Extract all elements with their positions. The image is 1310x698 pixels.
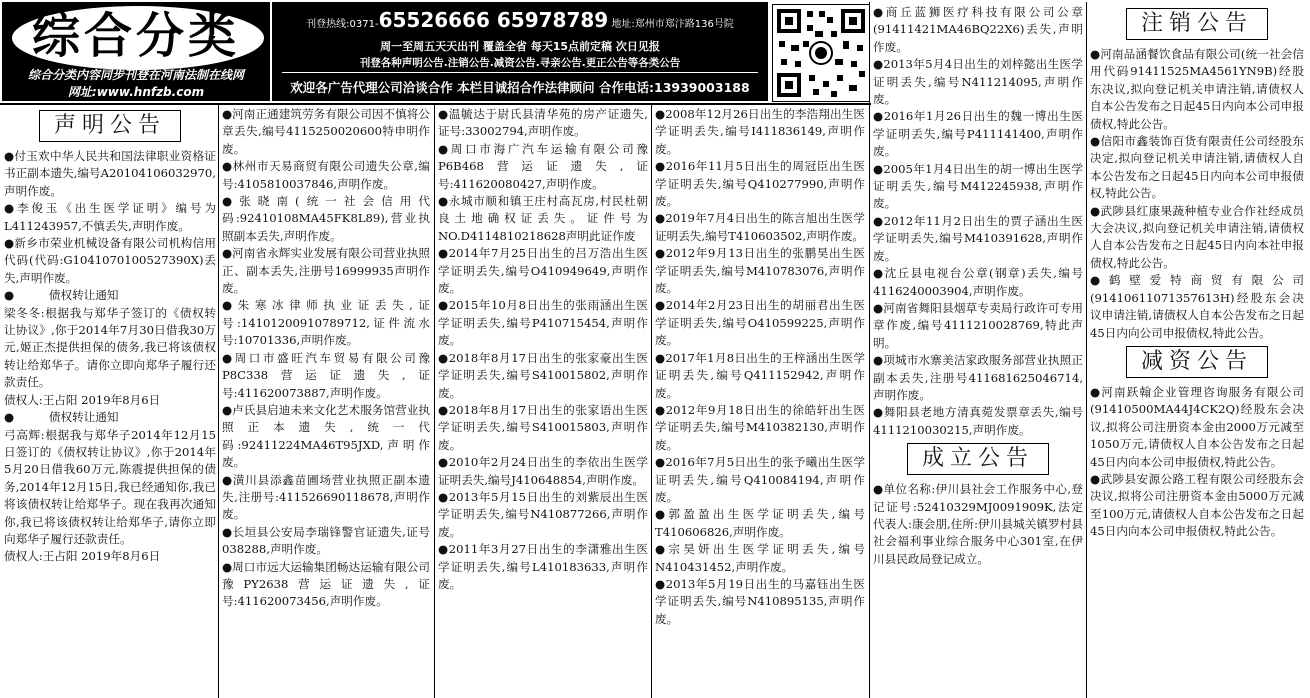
notice-item: ●2013年5月15日出生的刘紫辰出生医学证明丢失,编号N410877266,声明作废。 bbox=[438, 489, 648, 539]
notice-item: ●商丘蓝狮医疗科技有限公司公章(91411421MA46BQ22X6)丢失,声明作废。 bbox=[873, 5, 1083, 54]
notice-item: ●永城市顺和镇王庄村高瓦房,村民杜朝良土地确权证丢失。证件号为NO.D4114810218628声明此证作废 bbox=[438, 194, 648, 243]
notice-item: ●2014年2月23日出生的胡丽君出生医学证明丢失,编号O410599225,声明作废。 bbox=[655, 298, 865, 348]
col6-list bbox=[1090, 46, 1304, 342]
notice-item: ●宗昊妍出生医学证明丢失,编号N410431452,声明作废。 bbox=[655, 542, 865, 574]
hotline-line bbox=[272, 8, 768, 32]
notice-item: ●付玉欢中华人民共和国法律职业资格证书正副本遗失,编号A20104106032970,声明作废。 bbox=[4, 149, 216, 198]
column-2 bbox=[222, 106, 430, 698]
notice-item: ●张晓南(统一社会信用代码:92410108MA45FK8L89),营业执照副本丢失,声明作废。 bbox=[222, 194, 430, 243]
logo-subtitle: 综合分类内容同步刊登在河南法制在线网 bbox=[27, 68, 244, 82]
notice-item: ●项城市水寨美洁家政服务部营业执照正副本丢失,注册号411681625046714,声明作废。 bbox=[873, 353, 1083, 402]
col3-list bbox=[438, 106, 648, 593]
logo-block bbox=[2, 2, 270, 101]
notice-item: ●周口市远大运输集团畅达运输有限公司豫PY2638营运证遗失,证号:411620073456,声明作废。 bbox=[222, 559, 430, 609]
notice-item: ●2005年1月4日出生的胡一博出生医学证明丢失,编号M412245938,声明作废。 bbox=[873, 161, 1083, 211]
header-rule bbox=[0, 103, 871, 105]
notice-item: ●河南省舞阳县烟草专卖局行政许可专用章作废,编号4111210028769,特此声明。 bbox=[873, 300, 1083, 350]
notice-item: 债权人:王占阳 2019年8月6日 bbox=[4, 392, 161, 407]
notice-item: ●2012年11月2日出生的贾子涵出生医学证明丢失,编号M410391628,声明作废。 bbox=[873, 213, 1083, 263]
notice-item: ●2014年7月25日出生的吕万浩出生医学证明丢失,编号O410949649,声明作废。 bbox=[438, 246, 648, 296]
notice-item: ●卢氏县启迪未来文化艺术服务馆营业执照正本遗失,统一代码:92411224MA46T95JXD,声明作废。 bbox=[222, 402, 430, 470]
notice-item: ●河南正通建筑劳务有限公司因不慎将公章丢失,编号4115250020600特申明作废。 bbox=[222, 107, 430, 156]
notice-item: ●2010年2月24日出生的李依出生医学证明丢失,编号J410648854,声明作废。 bbox=[438, 455, 648, 487]
notice-item: ●2018年8月17日出生的张家豪出生医学证明丢失,编号S410015802,声明作废。 bbox=[438, 350, 648, 400]
logo-title: 综合分类 bbox=[31, 8, 240, 64]
notice-item: 债权人:王占阳 2019年8月6日 bbox=[4, 549, 161, 564]
address: 地址:郑州市郑汴路136号院 bbox=[611, 19, 734, 30]
notice-item: ●朱寒冰律师执业证丢失,证号:14101200910789712,证件流水号:10701336,声明作废。 bbox=[222, 298, 430, 348]
section-title-jianzi: 减资公告 bbox=[1126, 346, 1268, 378]
notice-item: ● 债权转让通知 bbox=[4, 410, 119, 425]
column-rule bbox=[869, 2, 870, 698]
notice-item: ●2012年9月18日出生的徐皓轩出生医学证明丢失,编号M410382130,声明作废。 bbox=[655, 402, 865, 452]
services-line: 刊登各种声明公告.注销公告.减资公告.寻亲公告.更正公告等各类公告 bbox=[282, 55, 758, 73]
qr-code-icon bbox=[772, 4, 870, 102]
notice-item: ●2016年1月26日出生的魏一博出生医学证明丢失,编号P411141400,声明作废。 bbox=[873, 109, 1083, 159]
column-3 bbox=[438, 106, 648, 698]
notice-item: ●河南品涵餐饮食品有限公司(统一社会信用代码91411525MA4561YN9B)经股东决议,拟向登记机关申请注销,请债权人自本公告发布之日起45日内向本公司申报债权,特此公告。 bbox=[1090, 47, 1304, 131]
col6b-list bbox=[1090, 384, 1304, 541]
notice-item: ●舞阳县老地方清真菀发票章丢失,编号4111210030215,声明作废。 bbox=[873, 405, 1083, 437]
column-rule bbox=[651, 104, 652, 698]
column-rule bbox=[1086, 2, 1087, 698]
section-title-chengli: 成立公告 bbox=[907, 443, 1049, 475]
notice-item: ●武陟县安源公路工程有限公司经股东会决议,拟将公司注册资本金由5000万元减至100万元,请债权人自本公告发布之日起45日内向本公司申报债权,特此公告。 bbox=[1090, 471, 1304, 539]
notice-item: ●李俊玉《出生医学证明》编号为L411243957,不慎丢失,声明作废。 bbox=[4, 201, 216, 233]
notice-item: ●2017年1月8日出生的王梓涵出生医学证明丢失,编号Q411152942,声明作废。 bbox=[655, 350, 865, 400]
notice-item: ●2012年9月13日出生的张鹏昊出生医学证明丢失,编号M410783076,声明作废。 bbox=[655, 246, 865, 296]
notice-item: ●沈丘县电视台公章(钢章)丢失,编号4116240003904,声明作废。 bbox=[873, 266, 1083, 298]
column-rule bbox=[218, 104, 219, 698]
column-6 bbox=[1090, 4, 1304, 698]
hotline-label: 刊登热线:0371- bbox=[306, 19, 379, 30]
column-rule bbox=[434, 104, 435, 698]
notice-item: ●2018年8月17日出生的张家语出生医学证明丢失,编号S410015803,声明作废。 bbox=[438, 402, 648, 452]
column-4 bbox=[655, 106, 865, 698]
schedule-line: 周一至周五天天出刊 覆盖全省 每天15点前定稿 次日见报 bbox=[380, 40, 660, 53]
notice-item: ●温毓达于尉氏县清华苑的房产证遗失,证号:33002794,声明作废。 bbox=[438, 107, 648, 139]
col5b-list bbox=[873, 481, 1083, 568]
notice-item: ●2011年3月27日出生的李潇雅出生医学证明丢失,编号L410183633,声明作废。 bbox=[438, 542, 648, 591]
agency-line: 欢迎各广告代理公司洽谈合作 本栏目诚招合作法律顾问 合作电话:13939003188 bbox=[290, 80, 750, 95]
notice-item: ●长垣县公安局李瑞锋警官证遗失,证号038288,声明作废。 bbox=[222, 524, 430, 557]
notice-item: ●2008年12月26日出生的李浩翔出生医学证明丢失,编号I411836149,声明作废。 bbox=[655, 107, 865, 156]
notice-item: ●新乡市荣业机械设备有限公司机构信用代码(代码:G1041070100527390X)丢失,声明作废。 bbox=[4, 236, 216, 285]
col1-list bbox=[4, 148, 216, 566]
notice-item: ●河南省永辉实业发展有限公司营业执照正、副本丢失,注册号16999935声明作废。 bbox=[222, 246, 430, 296]
col2-list bbox=[222, 106, 430, 611]
notice-item: ●潢川县添鑫苗圃场营业执照正副本遗失,注册号:411526690118678,声明作废。 bbox=[222, 472, 430, 522]
section-title-zhuxiao: 注销公告 bbox=[1126, 8, 1268, 40]
notice-item: ●武陟县红康果蔬种植专业合作社经成员大会决议,拟向登记机关申请注销,请债权人自本公告发布之日起45日内向本社申报债权,特此公告。 bbox=[1090, 203, 1304, 270]
col4-list bbox=[655, 106, 865, 628]
section-title-shengming: 声明公告 bbox=[39, 110, 181, 142]
notice-item: ●2016年11月5日出生的周冠臣出生医学证明丢失,编号Q410277990,声明作废。 bbox=[655, 159, 865, 209]
notice-item: ● 债权转让通知 bbox=[4, 288, 119, 303]
notice-item: ●2019年7月4日出生的陈言旭出生医学证明丢失,编号T410603502,声明作废。 bbox=[655, 211, 865, 243]
notice-item: ●2015年10月8日出生的张雨涵出生医学证明丢失,编号P410715454,声明作废。 bbox=[438, 298, 648, 348]
notice-item: ●周口市盛旺汽车贸易有限公司豫P8C338营运证遗失,证号:411620073887,声明作废。 bbox=[222, 350, 430, 400]
column-1 bbox=[4, 106, 216, 698]
notice-item: ●郭盈盈出生医学证明丢失,编号T410606826,声明作废。 bbox=[655, 507, 865, 539]
notice-item: 梁冬冬:根据我与郑华子签订的《债权转让协议》,你于2014年7月30日借我30万元,姬正杰提供担保的债务,我已将该债权转让给郑华子。请你立即向郑华子履行还款责任。 bbox=[4, 305, 216, 390]
notice-item: ●鹤壁爱特商贸有限公司(91410611071357613H)经股东会决议申请注销,请债权人自本公告发布之日起45日内向公司申报债权,特此公告。 bbox=[1090, 273, 1304, 340]
notice-item: ●单位名称:伊川县社会工作服务中心,登记证号:52410329MJ0091909K,法定代表人:康会朋,住所:伊川县城关镇罗村县社会福利事业综合服务中心301室,在伊川县民政局登记成立。 bbox=[873, 482, 1083, 566]
notice-item: ●周口市海广汽车运输有限公司豫P6B468营运证遗失,证号:411620080427,声明作废。 bbox=[438, 141, 648, 191]
notice-item: ●2016年7月5日出生的张予曦出生医学证明丢失,编号Q410084194,声明作废。 bbox=[655, 455, 865, 504]
info-block bbox=[272, 2, 768, 101]
notice-item: ●2013年5月4日出生的刘梓懿出生医学证明丢失,编号N411214095,声明作废。 bbox=[873, 57, 1083, 107]
notice-item: ●河南跃翰企业管理咨询服务有限公司(91410500MA44J4CK2Q)经股东会决议,拟将公司注册资本金由2000万元减至1050万元,请债权人自本公告发布之日起45日内向本公司申报债权,特此公告。 bbox=[1090, 384, 1304, 469]
logo-url: 网址:www.hnfzb.com bbox=[67, 85, 205, 99]
notice-item: ●林州市天易商贸有限公司遗失公章,编号:4105810037846,声明作废。 bbox=[222, 159, 430, 191]
col5-list bbox=[873, 4, 1083, 439]
column-5 bbox=[873, 4, 1083, 698]
hotline-numbers: 65526666 65978789 bbox=[378, 8, 609, 32]
notice-item: ●信阳市鑫装饰百货有限责任公司经股东决定,拟向登记机关申请注销,请债权人自本公告发布之日起45日内向本公司申报债权,特此公告。 bbox=[1090, 134, 1304, 201]
notice-item: ●2013年5月19日出生的马嘉钰出生医学证明丢失,编号N410895135,声明作废。 bbox=[655, 576, 865, 626]
notice-item: 弓高辉:根据我与郑华子2014年12月15日签订的《债权转让协议》,你于2014年5月20日借我60万元,陈震提供担保的债务,2014年12月15日,我已经通知你,我已将该债权转让给郑华子。现在我再次通知你,我已将该债权转让给郑华子,请你立即向郑华子履行还款责任。 bbox=[4, 427, 216, 546]
